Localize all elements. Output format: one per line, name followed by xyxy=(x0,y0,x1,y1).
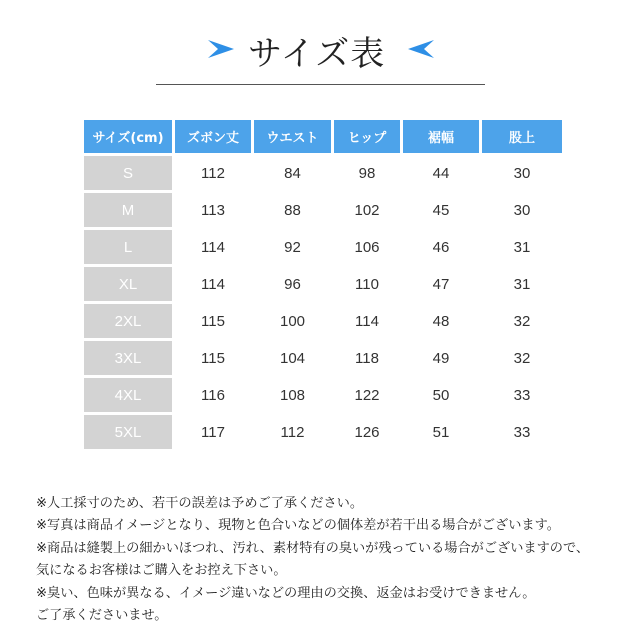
note-line: ※臭い、色味が異なる、イメージ違いなどの理由の交換、返金はお受けできません。 xyxy=(36,585,536,601)
size-cell: 2XL xyxy=(84,304,172,338)
table-cell: 102 xyxy=(354,201,380,219)
table-cell: 115 xyxy=(201,312,225,330)
notes-section xyxy=(36,493,626,627)
table-cell: 112 xyxy=(280,423,305,441)
header-hem-width: 裾幅 xyxy=(403,120,479,153)
table-cell: 116 xyxy=(201,386,225,404)
table-row xyxy=(84,267,562,301)
table-cell: 51 xyxy=(432,423,450,441)
table-cell: 32 xyxy=(513,349,531,367)
note-line: 気になるお客様はご購入をお控え下さい。 xyxy=(36,563,287,579)
table-cell: 96 xyxy=(284,275,301,293)
table-cell: 44 xyxy=(432,164,450,182)
table-cell: 49 xyxy=(432,349,450,367)
size-cell: XL xyxy=(84,267,172,301)
table-cell: 100 xyxy=(279,312,306,330)
table-cell: 106 xyxy=(354,238,380,256)
size-cell: S xyxy=(84,156,172,190)
chevron-right-icon xyxy=(206,38,236,60)
table-cell: 46 xyxy=(432,238,450,256)
table-cell: 50 xyxy=(432,386,450,404)
size-table xyxy=(81,117,565,452)
note-line: ※人工採寸のため、若干の誤差は予めご了承ください。 xyxy=(36,496,364,511)
page-title: サイズ表 xyxy=(248,34,386,74)
note-line: ご了承くださいませ。 xyxy=(36,608,168,624)
table-cell: 118 xyxy=(355,349,379,367)
table-cell: 92 xyxy=(284,238,301,256)
table-cell: 110 xyxy=(355,275,379,293)
table-cell: 33 xyxy=(513,386,531,404)
header-waist: ウエスト xyxy=(254,120,331,153)
table-cell: 84 xyxy=(284,164,301,182)
table-row xyxy=(84,156,562,190)
table-cell: 45 xyxy=(432,201,450,219)
size-cell: 3XL xyxy=(84,341,172,375)
title-divider xyxy=(156,84,485,85)
table-cell: 114 xyxy=(201,238,225,256)
table-row xyxy=(84,193,562,227)
note-line: ※写真は商品イメージとなり、現物と色合いなどの個体差が若干出る場合がございます。 xyxy=(36,518,560,534)
table-row xyxy=(84,378,562,412)
header-pants-length: ズボン丈 xyxy=(175,120,251,153)
title-section xyxy=(0,20,640,74)
table-cell: 31 xyxy=(513,275,531,293)
size-cell: L xyxy=(84,230,172,264)
size-cell: 5XL xyxy=(84,415,172,449)
table-row xyxy=(84,230,562,264)
table-cell: 122 xyxy=(354,386,380,404)
note-line: ※商品は縫製上の細かいほつれ、汚れ、素材特有の臭いが残っている場合がございますので、 xyxy=(36,540,590,556)
table-cell: 47 xyxy=(432,275,450,293)
table-cell: 48 xyxy=(432,312,450,330)
table-header-row xyxy=(84,120,562,153)
table-cell: 98 xyxy=(358,164,376,182)
table-cell: 88 xyxy=(284,201,301,219)
table-cell: 32 xyxy=(513,312,531,330)
table-cell: 126 xyxy=(354,423,380,441)
chevron-left-icon xyxy=(406,38,436,60)
table-cell: 117 xyxy=(201,423,225,441)
header-rise: 股上 xyxy=(482,120,562,153)
table-cell: 33 xyxy=(513,423,531,441)
table-row xyxy=(84,415,562,449)
header-hip: ヒップ xyxy=(334,120,400,153)
table-cell: 31 xyxy=(513,238,531,256)
table-cell: 104 xyxy=(279,349,306,367)
table-cell: 113 xyxy=(201,201,225,219)
table-cell: 108 xyxy=(279,386,306,404)
size-cell: 4XL xyxy=(84,378,172,412)
table-cell: 30 xyxy=(513,164,531,182)
header-size: サイズ(cm) xyxy=(84,120,172,153)
table-cell: 115 xyxy=(201,349,225,367)
table-cell: 114 xyxy=(201,275,225,293)
size-cell: M xyxy=(84,193,172,227)
table-cell: 114 xyxy=(355,312,379,330)
table-row xyxy=(84,304,562,338)
table-row xyxy=(84,341,562,375)
table-cell: 112 xyxy=(201,164,225,182)
table-cell: 30 xyxy=(513,201,531,219)
